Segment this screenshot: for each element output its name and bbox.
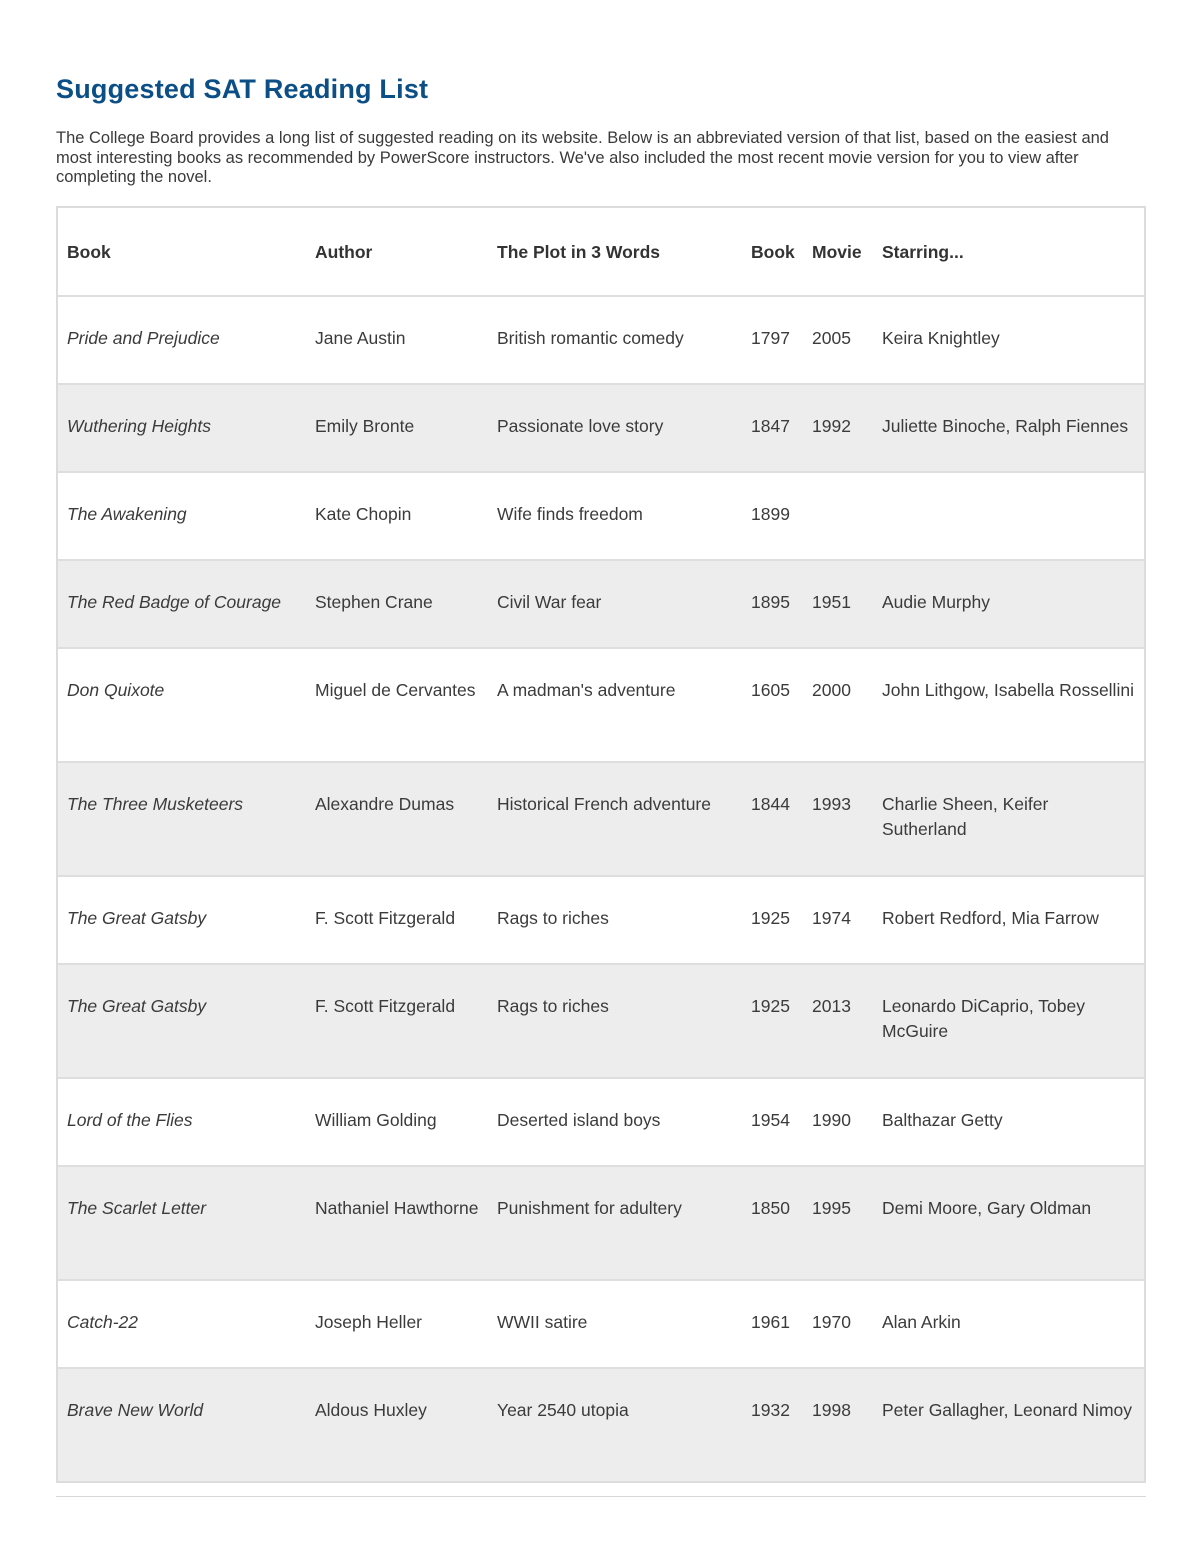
cell-starring: John Lithgow, Isabella Rossellini <box>873 648 1144 762</box>
cell-movie-year: 1992 <box>803 384 873 472</box>
cell-movie-year: 1970 <box>803 1280 873 1368</box>
cell-book: The Great Gatsby <box>58 876 306 964</box>
table-row <box>58 560 1144 648</box>
cell-author: Joseph Heller <box>306 1280 488 1368</box>
cell-plot: Civil War fear <box>488 560 742 648</box>
header-starring: Starring... <box>882 242 964 262</box>
cell-movie-year: 2000 <box>803 648 873 762</box>
cell-author: Emily Bronte <box>306 384 488 472</box>
page-title: Suggested SAT Reading List <box>56 74 429 104</box>
cell-starring: Demi Moore, Gary Oldman <box>873 1166 1144 1280</box>
cell-book-year: 1925 <box>742 876 803 964</box>
cell-plot: Deserted island boys <box>488 1078 742 1166</box>
cell-author: Kate Chopin <box>306 472 488 560</box>
header-plot: The Plot in 3 Words <box>497 242 661 262</box>
table-row <box>58 1166 1144 1280</box>
cell-starring: Juliette Binoche, Ralph Fiennes <box>873 384 1144 472</box>
cell-author: Aldous Huxley <box>306 1368 488 1481</box>
cell-starring: Alan Arkin <box>873 1280 1144 1368</box>
header-author: Author <box>315 242 373 262</box>
cell-author: Alexandre Dumas <box>306 762 488 876</box>
cell-book-year: 1954 <box>742 1078 803 1166</box>
cell-book-year: 1961 <box>742 1280 803 1368</box>
cell-book-year: 1899 <box>742 472 803 560</box>
cell-book: The Great Gatsby <box>58 964 306 1078</box>
cell-starring: Robert Redford, Mia Farrow <box>873 876 1144 964</box>
cell-plot: Historical French adventure <box>488 762 742 876</box>
reading-list-table <box>56 206 1146 1483</box>
header-book: Book <box>67 242 111 262</box>
cell-starring: Keira Knightley <box>873 296 1144 384</box>
table-row <box>58 472 1144 560</box>
cell-book: Pride and Prejudice <box>58 296 306 384</box>
table-row <box>58 296 1144 384</box>
cell-movie-year <box>803 472 873 560</box>
cell-movie-year: 2013 <box>803 964 873 1078</box>
cell-book: The Red Badge of Courage <box>58 560 306 648</box>
cell-book-year: 1797 <box>742 296 803 384</box>
cell-plot: A madman's adventure <box>488 648 742 762</box>
table-row <box>58 648 1144 762</box>
cell-movie-year: 1993 <box>803 762 873 876</box>
cell-book: Wuthering Heights <box>58 384 306 472</box>
cell-starring: Balthazar Getty <box>873 1078 1144 1166</box>
cell-movie-year: 1951 <box>803 560 873 648</box>
table-row <box>58 964 1144 1078</box>
cell-book-year: 1925 <box>742 964 803 1078</box>
cell-movie-year: 1974 <box>803 876 873 964</box>
table-row <box>58 1078 1144 1166</box>
cell-author: F. Scott Fitzgerald <box>306 876 488 964</box>
cell-book: The Awakening <box>58 472 306 560</box>
cell-movie-year: 2005 <box>803 296 873 384</box>
cell-book: Brave New World <box>58 1368 306 1481</box>
cell-book: Lord of the Flies <box>58 1078 306 1166</box>
cell-book-year: 1847 <box>742 384 803 472</box>
table-row <box>58 384 1144 472</box>
cell-plot: Punishment for adultery <box>488 1166 742 1280</box>
cell-plot: Year 2540 utopia <box>488 1368 742 1481</box>
cell-starring <box>873 472 1144 560</box>
table-row <box>58 762 1144 876</box>
cell-book-year: 1850 <box>742 1166 803 1280</box>
intro-paragraph: The College Board provides a long list of suggested reading on its website. Below is an abbreviated version of that list, based on the easiest and most interesting books as recommended by PowerScore instructors. We've also included the most recent movie version for you to view after completing the novel. <box>56 129 1109 186</box>
cell-book: The Three Musketeers <box>58 762 306 876</box>
table-row <box>58 1368 1144 1481</box>
cell-plot: Passionate love story <box>488 384 742 472</box>
header-movie-year: Movie <box>812 242 862 262</box>
cell-book-year: 1605 <box>742 648 803 762</box>
cell-plot: British romantic comedy <box>488 296 742 384</box>
cell-movie-year: 1998 <box>803 1368 873 1481</box>
cell-plot: Wife finds freedom <box>488 472 742 560</box>
cell-starring: Audie Murphy <box>873 560 1144 648</box>
cell-book: Don Quixote <box>58 648 306 762</box>
bottom-divider <box>56 1496 1146 1497</box>
cell-author: William Golding <box>306 1078 488 1166</box>
cell-author: F. Scott Fitzgerald <box>306 964 488 1078</box>
header-book-year: Book <box>751 242 795 262</box>
cell-plot: WWII satire <box>488 1280 742 1368</box>
cell-starring: Charlie Sheen, Keifer Sutherland <box>873 762 1144 876</box>
cell-starring: Leonardo DiCaprio, Tobey McGuire <box>873 964 1144 1078</box>
cell-movie-year: 1995 <box>803 1166 873 1280</box>
cell-movie-year: 1990 <box>803 1078 873 1166</box>
table-row <box>58 876 1144 964</box>
cell-book-year: 1932 <box>742 1368 803 1481</box>
table-row <box>58 1280 1144 1368</box>
cell-book: Catch-22 <box>58 1280 306 1368</box>
cell-starring: Peter Gallagher, Leonard Nimoy <box>873 1368 1144 1481</box>
cell-book-year: 1844 <box>742 762 803 876</box>
cell-book: The Scarlet Letter <box>58 1166 306 1280</box>
cell-book-year: 1895 <box>742 560 803 648</box>
cell-author: Nathaniel Hawthorne <box>306 1166 488 1280</box>
cell-author: Jane Austin <box>306 296 488 384</box>
cell-author: Miguel de Cervantes <box>306 648 488 762</box>
cell-author: Stephen Crane <box>306 560 488 648</box>
table-header-row <box>58 208 1144 296</box>
cell-plot: Rags to riches <box>488 964 742 1078</box>
cell-plot: Rags to riches <box>488 876 742 964</box>
